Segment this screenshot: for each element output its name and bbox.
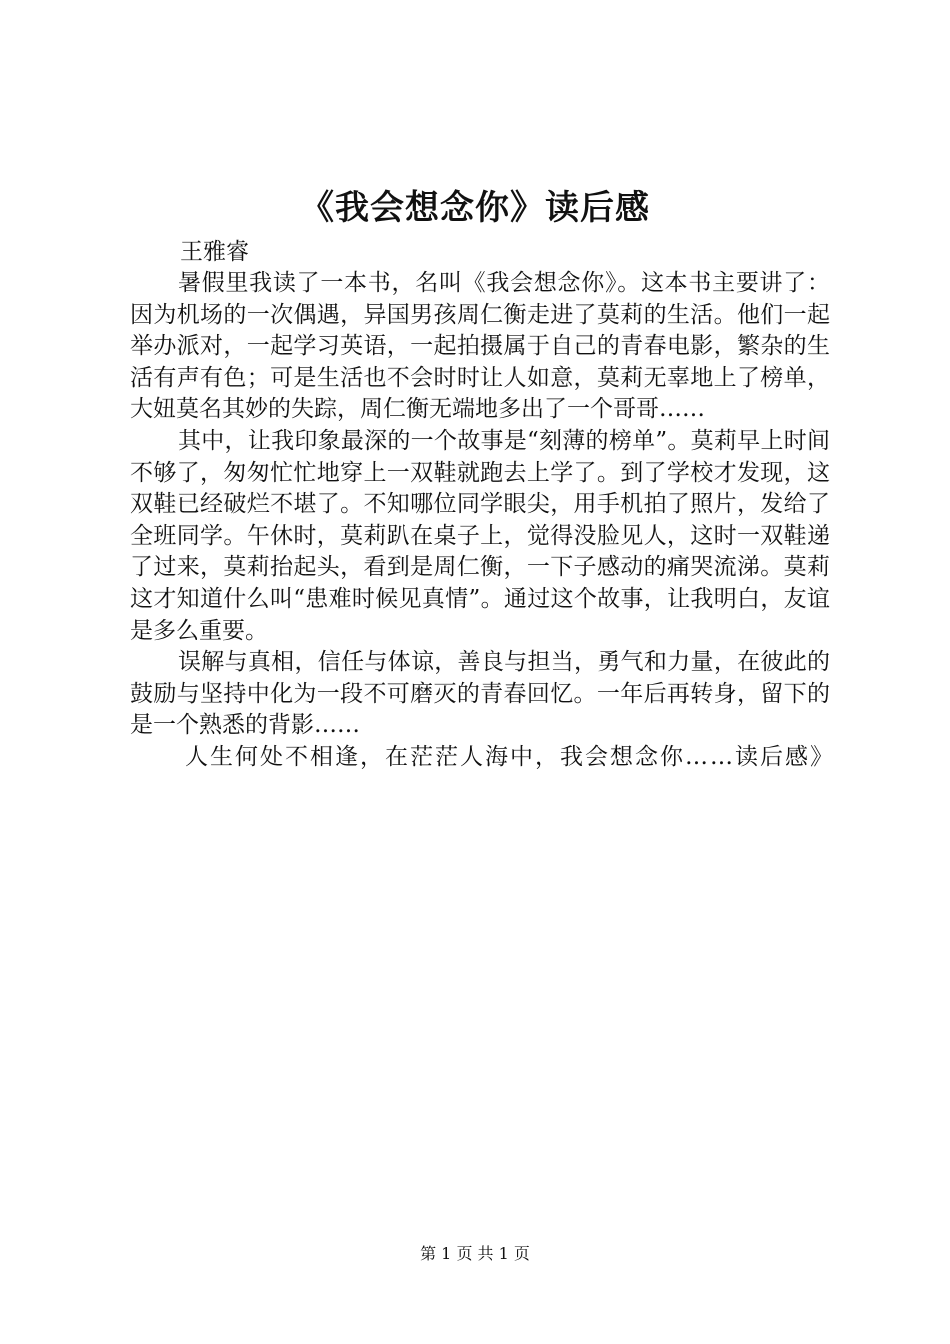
paragraph-4: 人生何处不相逢，在茫茫人海中，我会想念你……读后感》	[185, 743, 835, 770]
author-name: 王雅睿	[180, 239, 249, 265]
article-body	[130, 268, 835, 774]
paragraph-2: 其中，让我印象最深的一个故事是“刻薄的榜单”。莫莉早上时间不够了，匆匆忙忙地穿上一双鞋就跑去上学了。到了学校才发现，这双鞋已经破烂不堪了。不知哪位同学眼尖，用手机拍了照片，发给了全班同学。午休时，莫莉趴在桌子上，觉得没脸见人，这时一双鞋递了过来，莫莉抬起头，看到是周仁衡，一下子感动的痛哭流涕。莫莉这才知道什么叫“患难时候见真情”。通过这个故事，让我明白，友谊是多么重要。	[130, 427, 830, 644]
paragraph-1: 暑假里我读了一本书，名叫《我会想念你》。这本书主要讲了：因为机场的一次偶遇，异国男孩周仁衡走进了莫莉的生活。他们一起举办派对，一起学习英语，一起拍摄属于自己的青春电影，繁杂的生活有声有色；可是生活也不会时时让人如意，莫莉无辜地上了榜单，大妞莫名其妙的失踪，周仁衡无端地多出了一个哥哥……	[130, 270, 830, 423]
page-title: 《我会想念你》读后感	[300, 188, 650, 228]
paragraph-3: 误解与真相，信任与体谅，善良与担当，勇气和力量，在彼此的鼓励与坚持中化为一段不可磨灭的青春回忆。一年后再转身，留下的是一个熟悉的背影……	[130, 649, 830, 739]
page-footer: 第 1 页 共 1 页	[420, 1244, 530, 1263]
